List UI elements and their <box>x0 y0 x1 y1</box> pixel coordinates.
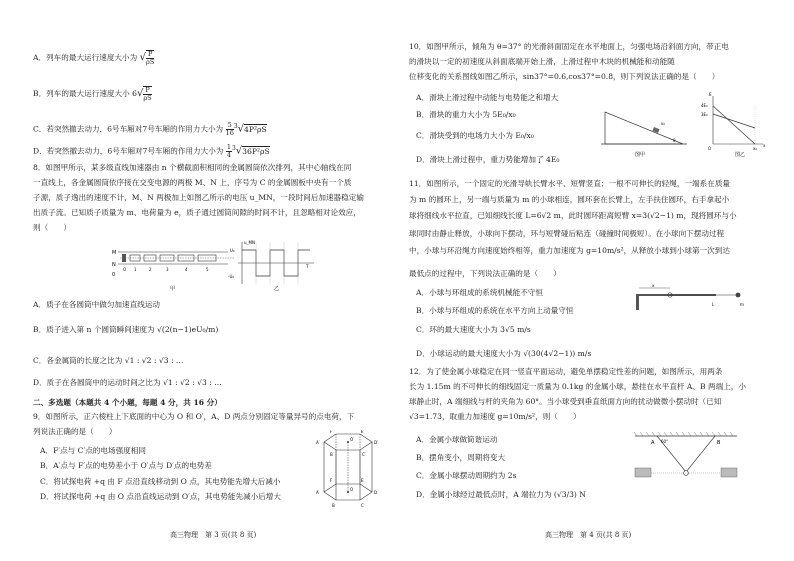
q12-stem-line: 长为 1.15m 的不可伸长的细线固定一质量为 0.1kg 的金属小球，悬挂在水平直杆 A、B 两端上，小 <box>409 382 746 391</box>
q8-option-a[interactable]: A．质子在各圆筒中做匀加速直线运动 <box>33 300 160 309</box>
q7-option-b[interactable]: B．列车的最大运行速度大小 6√ $\frac{P}{\rho S}$ <box>33 86 152 102</box>
svg-text:B: B <box>717 440 721 446</box>
q7-option-c[interactable]: C．若突然撤去动力，6号车厢对7号车厢的作用力大小为 $\frac{5}{16}^3√4P^2\rho S$ <box>33 121 267 137</box>
q9-option-d[interactable]: D．将试探电荷 +q 由 O 点沿直线运动到 O′点，其电势能先减小后增大 <box>40 492 281 501</box>
q9-option-b[interactable]: B．A′点与 F′点的电势差小于 O′点与 D′点的电势差 <box>40 461 212 470</box>
svg-text:M: M <box>112 250 117 256</box>
q12-pendulum-figure <box>627 430 745 490</box>
q12-stem-line: 球静止时，A 端细线与杆的夹角为 60°。当小球受到垂直纸面方向的扰动做微小摆动时（已知 <box>409 397 722 406</box>
q8-option-d[interactable]: D．质子在各圆筒中的运动时间之比为 √1 : √2 : √3 : … <box>33 378 222 387</box>
svg-text:3E₀: 3E₀ <box>701 112 708 117</box>
svg-text:E: E <box>709 92 712 97</box>
q9-option-a[interactable]: A．F′点与 C′点的电场强度相同 <box>40 446 146 455</box>
section-title-multiple-choice: 二、多选题（本题共 4 个小题，每题 4 分，共 16 分） <box>33 398 222 407</box>
q8-stem-line: 出质子流。已知质子质量为 m、电荷量为 e，质子通过圆筒间隙的时间不计，且忽略相对论效应， <box>33 208 361 217</box>
q12-option-c[interactable]: C．金属小球摆动周期约为 2s <box>416 471 517 480</box>
svg-text:5: 5 <box>206 267 209 272</box>
q11-rail-figure <box>632 280 762 312</box>
svg-text:x: x <box>763 143 766 148</box>
q9-stem-line: 列说法正确的是（ ） <box>33 427 117 436</box>
q9-stem-line: 9．如图所示，正六棱柱上下底面的中心为 O 和 O′，A、D 两点分别固定等量异号的点电荷，下 <box>33 412 355 421</box>
right-page <box>397 0 794 561</box>
q11-stem-line: 11．如图所示，一个固定的光滑导轨长臂水平、短臂竖直；一根不可伸长的轻绳，一端系在质量 <box>409 179 731 188</box>
svg-text:E′: E′ <box>361 430 365 434</box>
q10-incline-and-energy-figure <box>595 92 785 168</box>
svg-text:C: C <box>361 503 364 508</box>
svg-text:2: 2 <box>149 267 152 272</box>
svg-text:图甲: 图甲 <box>635 152 646 158</box>
svg-text:F: F <box>330 478 333 483</box>
q12-stem-line: 12．为了使金属小球稳定在同一竖直平面运动，避免单摆稳定性差的问题，如图所示，用两条 <box>409 367 723 376</box>
svg-text:-U₀: -U₀ <box>228 274 234 279</box>
q10-option-d[interactable]: D．滑块上滑过程中，重力势能增加了 4E₀ <box>416 155 560 164</box>
q12-option-b[interactable]: B．摆角变小，周期将变大 <box>416 453 506 462</box>
svg-text:C′: C′ <box>362 452 366 457</box>
svg-text:3: 3 <box>166 267 169 272</box>
svg-text:1: 1 <box>134 267 137 272</box>
svg-text:u_MN: u_MN <box>244 240 255 245</box>
svg-text:D: D <box>374 490 378 495</box>
svg-text:4E₀: 4E₀ <box>701 103 708 108</box>
svg-text:O: O <box>123 267 127 272</box>
svg-text:B: B <box>332 503 335 508</box>
q11-stem-line: 球同时由静止释放，小球向下摆动，环与短臂碰后粘连（碰撞时间极短）。在小球向下摆动过程 <box>409 229 725 238</box>
page-footer: 高三物理 第 3 页(共 8 页) <box>170 531 257 539</box>
svg-text:A′: A′ <box>316 440 320 445</box>
q8-stem-line: 子源，质子逸出的速度不计，M、N 两极加上如图乙所示的电压 u_MN，一段时间后加速器稳定输 <box>33 193 364 202</box>
svg-text:x₀: x₀ <box>753 146 757 151</box>
q11-stem-line: 为 m 的圆环上，另一端与质量为 m 的小球相连，圆环套在长臂上，左手扶住圆环，右手拿起小 <box>409 195 730 204</box>
svg-text:A: A <box>316 490 319 495</box>
svg-text:O′: O′ <box>350 437 355 442</box>
svg-text:乙: 乙 <box>274 286 280 292</box>
svg-text:U₀: U₀ <box>230 248 235 253</box>
svg-text:图乙: 图乙 <box>735 152 746 158</box>
svg-text:T: T <box>306 264 309 269</box>
q7-option-d[interactable]: D．若突然撤去动力，6号车厢对7号车厢的作用力大小为 $\frac{1}{4}^3√36P^2\rho S$ <box>33 143 270 159</box>
q10-option-b[interactable]: B．滑块的重力大小为 5E₀/x₀ <box>416 110 516 119</box>
q12-option-d[interactable]: D．金属小球经过最低点时，A 端拉力为 (√3/3) N <box>416 490 586 499</box>
svg-text:O: O <box>708 146 712 151</box>
svg-text:E: E <box>361 478 364 483</box>
svg-text:O: O <box>350 487 354 492</box>
page-footer: 高三物理 第 4 页(共 8 页) <box>545 531 632 539</box>
svg-text:L: L <box>712 302 715 307</box>
svg-text:F′: F′ <box>330 430 334 434</box>
q8-option-b[interactable]: B．质子进入第 n 个圆筒瞬间速度为 √(2(n−1)eU₀/m) <box>33 325 219 334</box>
svg-text:A: A <box>651 440 655 446</box>
q11-stem-line: 球将细线水平拉直，已知细线长度 L=6√2 m，此时圆环距离短臂 x=3(√2−1) m，现将圆环与小 <box>409 211 737 220</box>
q7-option-a[interactable]: A．列车的最大运行速度大小为 √ $\frac{P}{\rho S}$ <box>33 50 155 66</box>
q10-option-a[interactable]: A．滑块上滑过程中动能与电势能之和增大 <box>416 93 559 102</box>
svg-text:0: 0 <box>112 272 116 278</box>
q8-stem-line: 8．如图甲所示，某多级直线加速器由 n 个横截面积相同的金属圆筒依次排列，其中心轴线在同 <box>33 163 352 172</box>
q11-option-c[interactable]: C．环的最大速度大小为 3√5 m/s <box>416 325 531 334</box>
q9-hexagonal-prism-figure <box>312 430 382 512</box>
q11-stem-line: 最低点的过程中，下列说法正确的是（ ） <box>409 269 561 278</box>
q8-stem-line: 一直线上，各金属圆筒依序接在交变电源的两极 M、N 上，序号为 C 的金属圆板中央有一个质 <box>33 178 352 187</box>
q12-stem-line: √3=1.73，取重力加速度 g=10m/s²，则（ ） <box>409 412 581 421</box>
svg-text:甲: 甲 <box>170 286 176 292</box>
q8-option-c[interactable]: C．各金属筒的长度之比为 √1 : √2 : √3 : … <box>33 356 184 365</box>
svg-text:v₀: v₀ <box>661 121 665 126</box>
svg-text:4: 4 <box>185 267 188 272</box>
q11-option-d[interactable]: D．小球运动的最大速度大小为 √(30(4√2−1)) m/s <box>416 349 592 358</box>
q8-accelerator-figure <box>110 238 320 294</box>
q12-option-a[interactable]: A．金属小球做简谐运动 <box>416 435 498 444</box>
q11-stem-line: 中，小球与环沿绳方向速度始终相等，重力加速度为 g=10m/s²，从释放小球到小球第一次到达 <box>409 246 730 255</box>
q9-option-c[interactable]: C．将试探电荷 +q 由 F 点沿直线移动到 O 点，其电势能先增大后减小 <box>40 477 281 486</box>
svg-text:m: m <box>740 302 744 307</box>
svg-text:B′: B′ <box>330 452 334 457</box>
q8-stem-line: 则（ ） <box>33 223 71 232</box>
svg-text:x: x <box>652 283 655 288</box>
q10-option-c[interactable]: C．滑块受到的电场力大小为 E₀/x₀ <box>416 131 534 140</box>
q11-option-b[interactable]: B．小球与环组成的系统在水平方向上动量守恒 <box>416 306 574 315</box>
q10-stem-line: 10．如图甲所示，倾角为 θ=37° 的光滑斜面固定在水平地面上，匀强电场沿斜面方向，带正电 <box>409 42 729 51</box>
q10-stem-line: 位移变化的关系图线如图乙所示，sin37°=0.6,cos37°=0.8，则下列说法正确的是（ ） <box>409 72 720 81</box>
svg-text:D′: D′ <box>374 440 378 445</box>
q11-option-a[interactable]: A．小球与环组成的系统机械能不守恒 <box>416 288 543 297</box>
svg-text:θ: θ <box>673 138 676 143</box>
svg-text:60°: 60° <box>661 439 669 444</box>
q10-stem-line: 的滑块以一定的初速度从斜面底端开始上滑，上滑过程中木块的机械能和动能随 <box>409 57 675 66</box>
svg-text:N: N <box>112 262 116 268</box>
